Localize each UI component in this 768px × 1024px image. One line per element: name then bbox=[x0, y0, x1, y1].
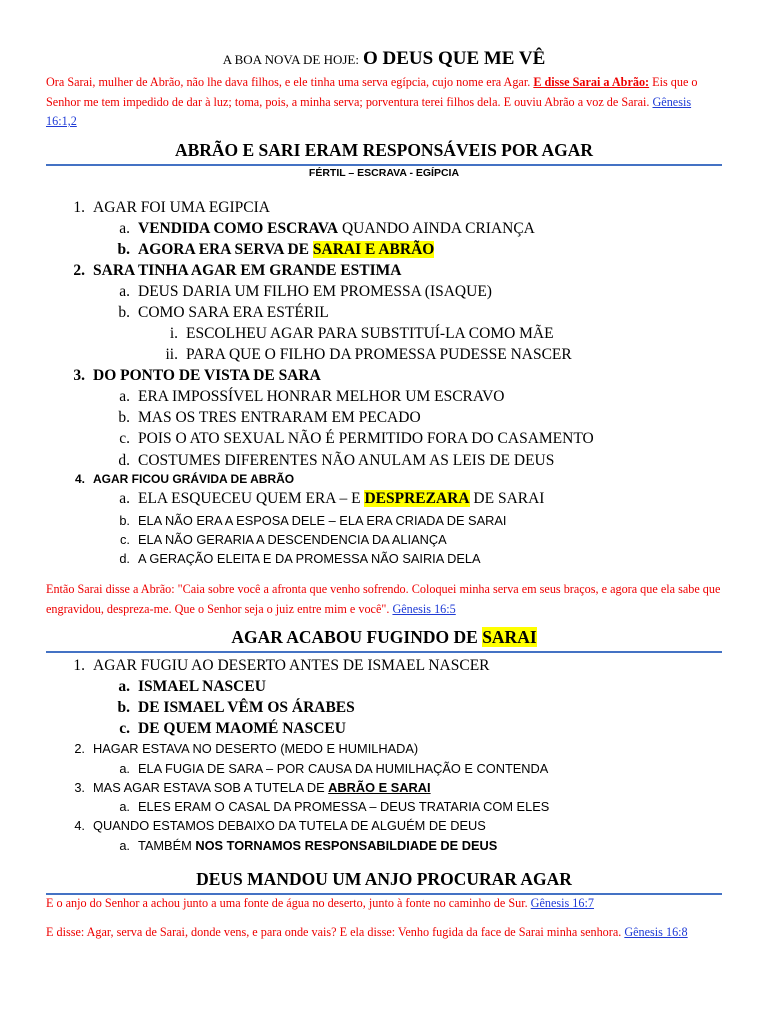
list-marker: 1. bbox=[73, 199, 85, 216]
list-item: b. COMO SARA ERA ESTÉRIL bbox=[118, 304, 329, 321]
quote-text: Então Sarai disse a Abrão: "Caia sobre você a afronta que venho sofrendo. Coloquei minha serva em seus braços, e agora que ela sabe que engravidou, despreza-me. Que o Senhor seja o juiz entre mim e você". bbox=[46, 582, 721, 616]
list-marker: 3. bbox=[74, 780, 85, 795]
list-marker: 2. bbox=[73, 262, 85, 279]
list-marker: 1. bbox=[73, 657, 85, 674]
quote-text: E o anjo do Senhor a achou junto a uma fonte de água no deserto, junto à fonte no caminho de Sur. bbox=[46, 896, 528, 910]
list-marker: b. bbox=[118, 409, 130, 426]
list-item: 4. AGAR FICOU GRÁVIDA DE ABRÃO bbox=[74, 472, 295, 486]
quote-paragraph bbox=[46, 923, 722, 943]
list-item: b. MAS OS TRES ENTRARAM EM PECADO bbox=[118, 409, 421, 426]
list-item: c. POIS O ATO SEXUAL NÃO É PERMITIDO FORA DO CASAMENTO bbox=[119, 430, 594, 447]
list-marker: c. bbox=[119, 720, 130, 737]
list-item: b. DE ISMAEL VÊM OS ÁRABES bbox=[117, 699, 355, 716]
list-item: 1. AGAR FOI UMA EGIPCIA bbox=[73, 199, 270, 216]
title-main: O DEUS QUE ME VÊ bbox=[362, 48, 546, 69]
intro-label: E disse Sarai a Abrão: bbox=[533, 75, 650, 89]
page-title bbox=[0, 48, 768, 70]
list-item: 1. AGAR FUGIU AO DESERTO ANTES DE ISMAEL NASCER bbox=[73, 657, 490, 674]
list-item: c. DE QUEM MAOMÉ NASCEU bbox=[119, 720, 346, 737]
quote-paragraph bbox=[46, 894, 722, 914]
list-marker: a. bbox=[119, 490, 130, 507]
list-item: a. ELA ESQUECEU QUEM ERA – E DESPREZARA DE SARAI bbox=[119, 490, 545, 507]
list-marker: a. bbox=[119, 388, 130, 405]
list-marker: a. bbox=[119, 799, 130, 814]
intro-text: Ora Sarai, mulher de Abrão, não lhe dava filhos, e ele tinha uma serva egípcia, cujo nome era Agar. bbox=[46, 75, 531, 89]
section1-subheading: FÉRTIL – ESCRAVA - EGÍPCIA bbox=[308, 167, 460, 179]
highlighted-text: SARAI bbox=[482, 627, 537, 647]
list-marker: a. bbox=[119, 761, 130, 776]
list-item: 2. HAGAR ESTAVA NO DESERTO (MEDO E HUMILHADA) bbox=[74, 741, 419, 756]
list-marker: ii. bbox=[165, 346, 178, 363]
list-marker: d. bbox=[119, 551, 130, 566]
intro-reference-link[interactable]: Gênesis 16:1,2 bbox=[46, 94, 692, 128]
quote-text: E disse: Agar, serva de Sarai, donde vens, e para onde vais? E ela disse: Venho fugida da face de Sarai minha senhora. bbox=[46, 925, 622, 939]
list-marker: a. bbox=[119, 220, 130, 237]
list-marker: c. bbox=[120, 532, 130, 547]
list-marker: b. bbox=[117, 699, 130, 716]
list-item: a. ISMAEL NASCEU bbox=[118, 678, 266, 695]
list-item: 3. DO PONTO DE VISTA DE SARA bbox=[73, 367, 321, 384]
list-item: i. ESCOLHEU AGAR PARA SUBSTITUÍ-LA COMO MÃE bbox=[169, 325, 554, 342]
list-item: b. ELA NÃO ERA A ESPOSA DELE – ELA ERA CRIADA DE SARAI bbox=[119, 513, 507, 528]
list-marker: i. bbox=[169, 325, 178, 342]
quote-paragraph bbox=[46, 580, 722, 619]
list-marker: a. bbox=[119, 838, 130, 853]
section3-heading: DEUS MANDOU UM ANJO PROCURAR AGAR bbox=[46, 869, 722, 895]
intro-paragraph bbox=[46, 73, 722, 132]
section2-heading: AGAR ACABOU FUGINDO DE SARAI bbox=[46, 627, 722, 653]
list-item: a. TAMBÉM NOS TORNAMOS RESPONSABILDIADE DE DEUS bbox=[119, 838, 498, 853]
list-item: 4. QUANDO ESTAMOS DEBAIXO DA TUTELA DE ALGUÉM DE DEUS bbox=[74, 818, 486, 833]
list-marker: a. bbox=[119, 283, 130, 300]
list-item: a. ELES ERAM O CASAL DA PROMESSA – DEUS TRATARIA COM ELES bbox=[119, 799, 550, 814]
list-marker: 4. bbox=[74, 472, 85, 486]
list-item: a. ERA IMPOSSÍVEL HONRAR MELHOR UM ESCRAVO bbox=[119, 388, 505, 405]
list-marker: 4. bbox=[74, 818, 85, 833]
quote-reference-link[interactable]: Gênesis 16:5 bbox=[392, 601, 456, 616]
list-item: 2. SARA TINHA AGAR EM GRANDE ESTIMA bbox=[73, 262, 402, 279]
highlighted-text: DESPREZARA bbox=[364, 490, 470, 507]
list-item: a. ELA FUGIA DE SARA – POR CAUSA DA HUMILHAÇÃO E CONTENDA bbox=[119, 761, 549, 776]
quote-reference-link[interactable]: Gênesis 16:8 bbox=[624, 925, 688, 939]
list-marker: 3. bbox=[73, 367, 85, 384]
list-item: a. DEUS DARIA UM FILHO EM PROMESSA (ISAQUE) bbox=[119, 283, 492, 300]
quote-reference-link[interactable]: Gênesis 16:7 bbox=[530, 896, 594, 910]
list-marker: b. bbox=[118, 304, 130, 321]
section1-heading: ABRÃO E SARI ERAM RESPONSÁVEIS POR AGAR bbox=[46, 140, 722, 166]
list-marker: c. bbox=[119, 430, 130, 447]
list-marker: b. bbox=[117, 241, 130, 258]
intro-text-continued: Eis que o Senhor me tem impedido de dar à luz; toma, pois, a minha serva; porventura terei filhos dela. E ouviu Abrão a voz de Sarai. bbox=[46, 75, 698, 109]
list-marker: b. bbox=[119, 513, 130, 528]
list-marker: a. bbox=[118, 678, 130, 695]
title-prefix: A BOA NOVA DE HOJE: bbox=[222, 52, 359, 67]
highlighted-text: SARAI E ABRÃO bbox=[312, 241, 435, 258]
list-item: d. COSTUMES DIFERENTES NÃO ANULAM AS LEIS DE DEUS bbox=[118, 452, 555, 469]
list-item: c. ELA NÃO GERARIA A DESCENDENCIA DA ALIANÇA bbox=[120, 532, 447, 547]
list-marker: 2. bbox=[74, 741, 85, 756]
list-item: ii. PARA QUE O FILHO DA PROMESSA PUDESSE NASCER bbox=[165, 346, 572, 363]
list-item: a. VENDIDA COMO ESCRAVA QUANDO AINDA CRIANÇA bbox=[119, 220, 535, 237]
list-item: b. AGORA ERA SERVA DE SARAI E ABRÃO bbox=[117, 241, 435, 258]
list-marker: d. bbox=[118, 452, 130, 469]
list-item: 3. MAS AGAR ESTAVA SOB A TUTELA DE ABRÃO E SARAI bbox=[74, 780, 431, 795]
list-item: d. A GERAÇÃO ELEITA E DA PROMESSA NÃO SAIRIA DELA bbox=[119, 551, 481, 566]
